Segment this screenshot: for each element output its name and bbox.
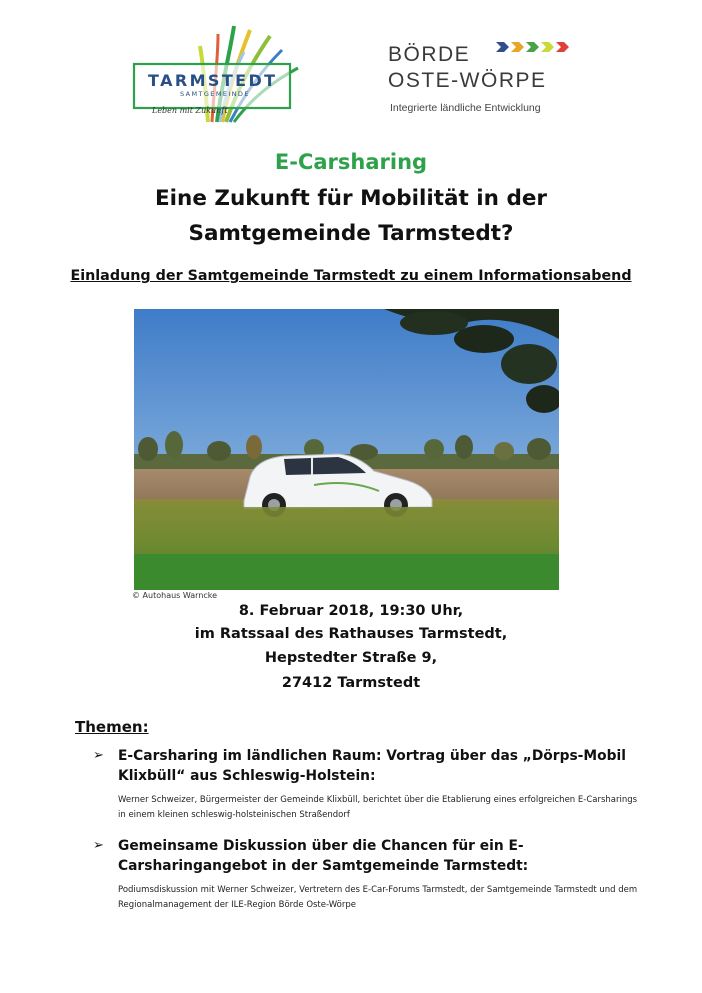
event-date-time: 8. Februar 2018, 19:30 Uhr, [238, 603, 464, 619]
tarmstedt-logo-slogan: Leben mit Zukunft [152, 106, 228, 115]
chevron-arrow-icon [511, 42, 524, 52]
chevron-arrow-icon [526, 42, 539, 52]
tarmstedt-logo-name: TARMSTEDT [148, 71, 278, 90]
headline-line-2: Samtgemeinde Tarmstedt? [188, 221, 514, 246]
boerde-logo-line1: BÖRDE [388, 43, 471, 66]
tarmstedt-logo [122, 22, 312, 130]
boerde-logo-line2: OSTE-WÖRPE [388, 69, 547, 92]
chevron-arrow-icon [556, 42, 569, 52]
headline-line-1: Eine Zukunft für Mobilität in der [154, 186, 548, 211]
event-venue: im Ratssaal des Rathauses Tarmstedt, [194, 626, 508, 642]
event-street: Hepstedter Straße 9, [264, 650, 438, 666]
event-city: 27412 Tarmstedt [281, 675, 421, 691]
arrow-bullet-icon: ➢ [93, 748, 104, 763]
chevron-arrows-icon [496, 40, 576, 54]
arrow-bullet-icon: ➢ [93, 838, 104, 853]
topic-title: Gemeinsame Diskussion über die Chancen für ein E-Carsharingangebot in der Samtgemeinde Tarmstedt: [118, 838, 529, 874]
e-car-photo-graphic [134, 309, 559, 590]
invitation-subtitle: Einladung der Samtgemeinde Tarmstedt zu einem Informationsabend [70, 268, 632, 284]
tarmstedt-logo-sub: SAMTGEMEINDE [180, 90, 250, 98]
themes-heading: Themen: [75, 718, 149, 736]
topic-description: Werner Schweizer, Bürgermeister der Gemeinde Klixbüll, berichtet über die Etablierung eines erfolgreichen E-Carsharings in einem kleinen schleswig-holsteinischen Straßendorf [118, 795, 638, 820]
chevron-arrow-icon [541, 42, 554, 52]
chevron-arrow-icon [496, 42, 509, 52]
event-topic-title: E-Carsharing [274, 150, 428, 174]
photo-credit: © Autohaus Warncke [132, 591, 218, 600]
boerde-oste-woerpe-logo [388, 38, 588, 120]
e-car-photo [134, 309, 559, 590]
boerde-logo-sub: Integrierte ländliche Entwicklung [390, 102, 541, 114]
topic-description: Podiumsdiskussion mit Werner Schweizer, Vertretern des E-Car-Forums Tarmstedt, der Samtgemeinde Tarmstedt und dem Regionalmanagement der ILE-Region Börde Oste-Wörpe [118, 885, 638, 910]
topic-title: E-Carsharing im ländlichen Raum: Vortrag über das „Dörps-Mobil Klixbüll“ aus Schleswig-Holstein: [118, 748, 626, 784]
